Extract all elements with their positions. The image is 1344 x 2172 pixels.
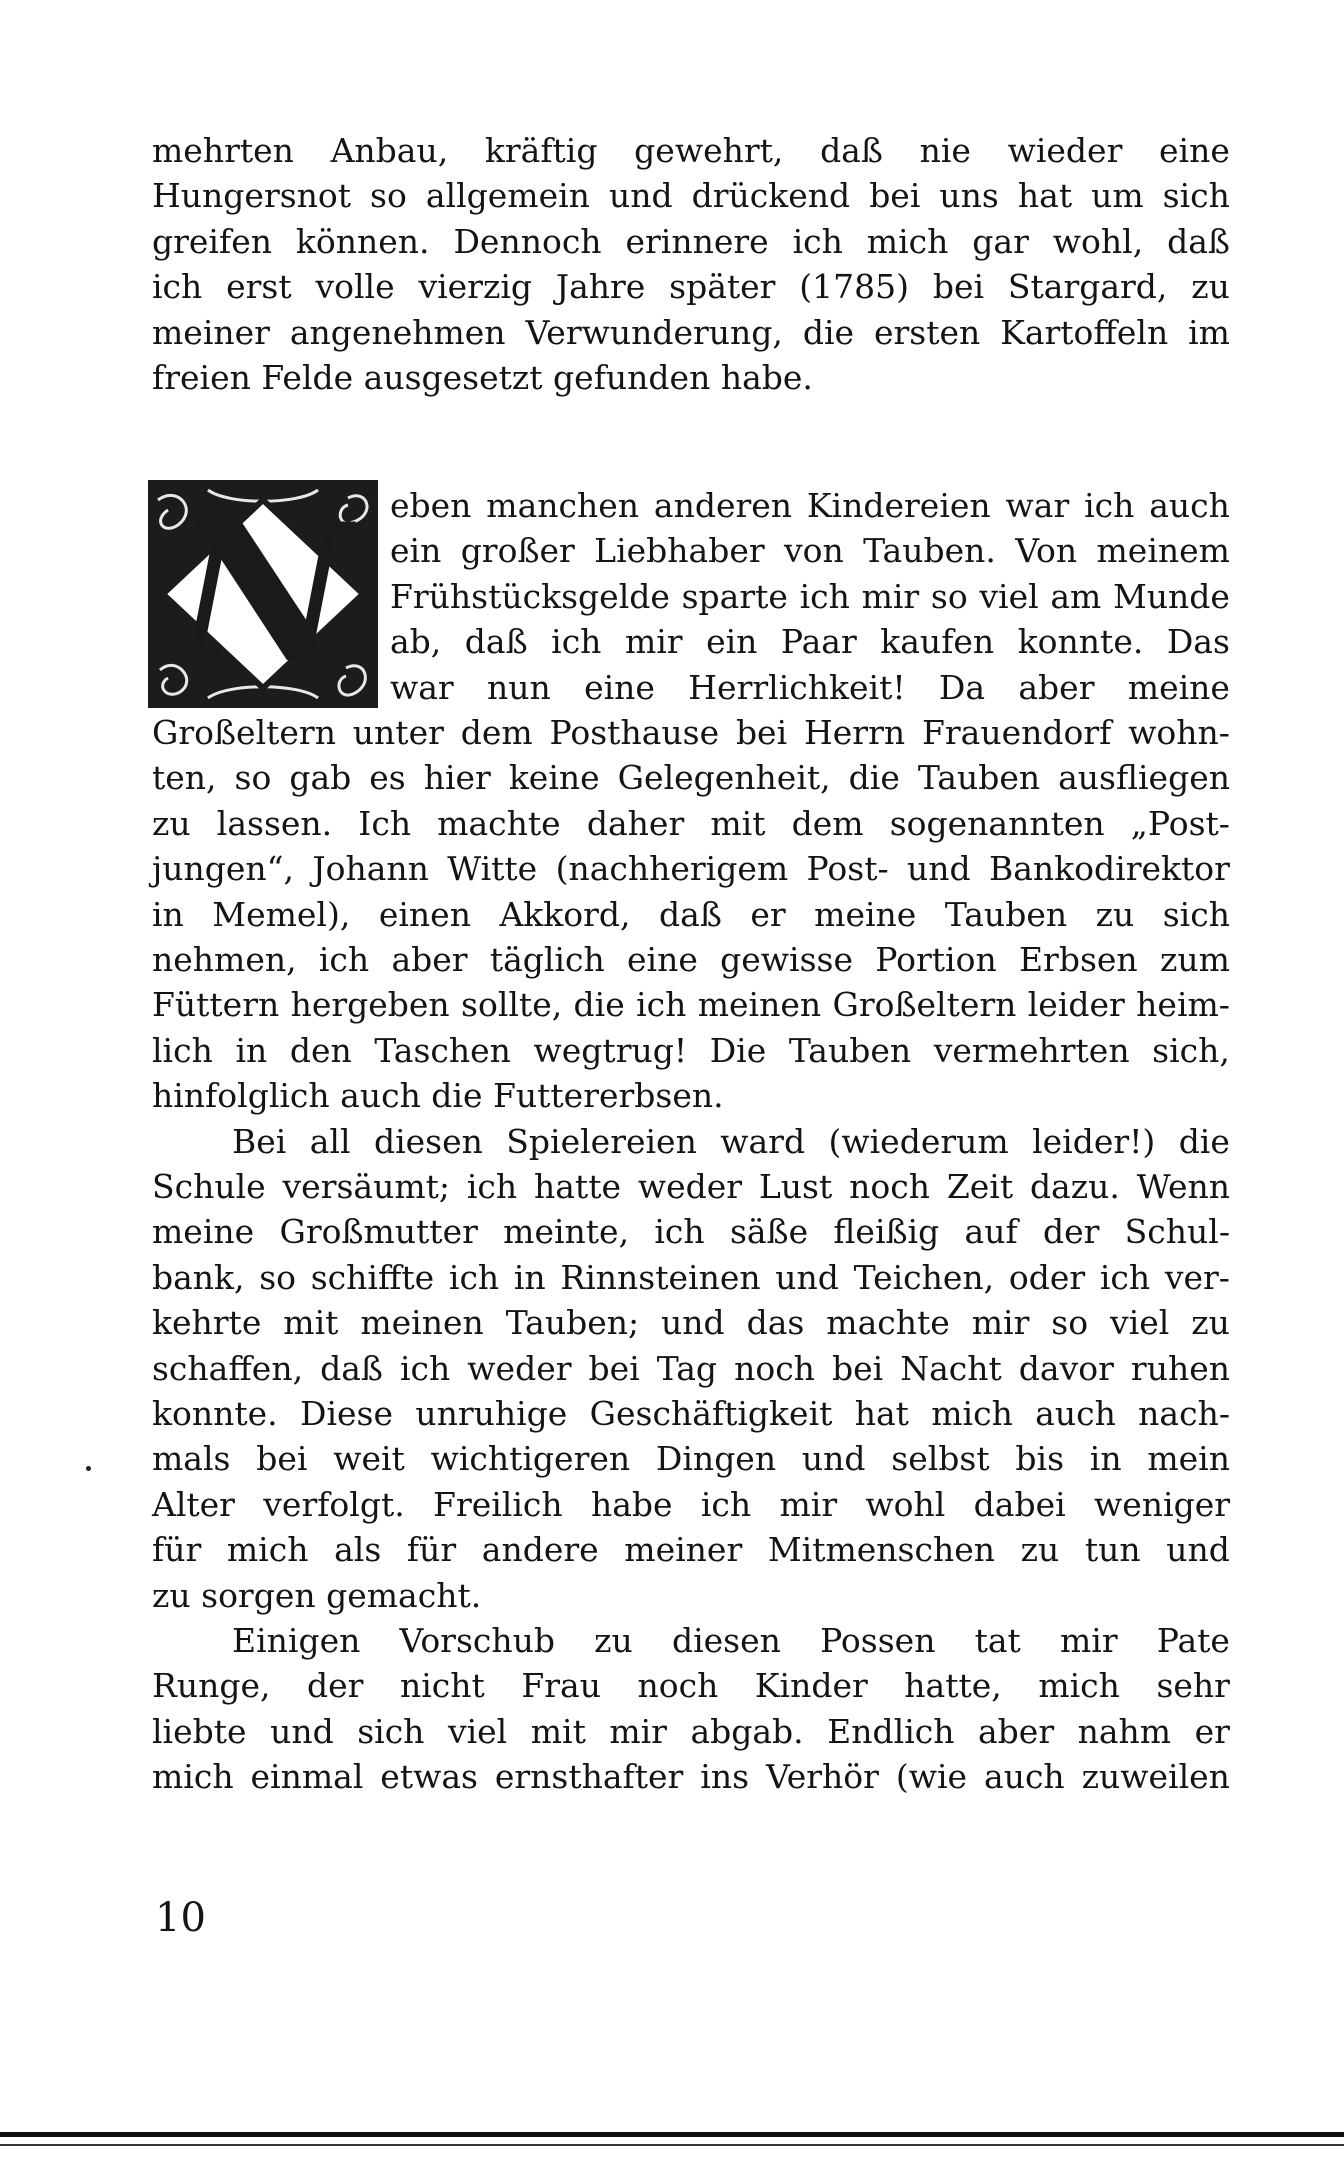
text-line: jungen“, Johann Witte (nachherigem Post- und Bankodirektor <box>152 849 1230 889</box>
bottom-rule <box>0 2132 1344 2137</box>
text-line: bank, so schiffte ich in Rinnsteinen und Teichen, oder ich ver- <box>152 1257 1230 1297</box>
text-line: mehrten Anbau, kräftig gewehrt, daß nie wieder eine <box>152 131 1230 170</box>
text-line: eben manchen anderen Kindereien war ich auch <box>390 486 1230 525</box>
text-line: war nun eine Herrlichkeit! Da aber meine <box>390 667 1230 707</box>
text-line: zu sorgen gemacht. <box>152 1575 482 1615</box>
text-line: schaffen, daß ich weder bei Tag noch bei Nacht davor ruhen <box>152 1348 1230 1388</box>
text-line: Hungersnot so allgemein und drückend bei uns hat um sich <box>152 176 1230 216</box>
text-line: meiner angenehmen Verwunderung, die ersten Kartoffeln im <box>152 312 1230 352</box>
text-line: ein großer Liebhaber von Tauben. Von meinem <box>390 531 1230 571</box>
text-line: Frühstücksgelde sparte ich mir so viel am Munde <box>390 576 1230 616</box>
text-line: greifen können. Dennoch erinnere ich mich gar wohl, daß <box>152 221 1230 261</box>
text-line: freien Felde ausgesetzt gefunden habe. <box>152 358 813 397</box>
text-line: in Memel), einen Akkord, daß er meine Tauben zu sich <box>152 894 1230 934</box>
page-number: 10 <box>155 1895 206 1941</box>
text-line: nehmen, ich aber täglich eine gewisse Portion Erbsen zum <box>152 940 1230 979</box>
initial-letter: N <box>176 482 350 705</box>
text-line: zu lassen. Ich machte daher mit dem sogenannten „Post- <box>152 803 1230 843</box>
text-line: liebte und sich viel mit mir abgab. Endlich aber nahm er <box>152 1711 1230 1751</box>
text-line: Einigen Vorschub zu diesen Possen tat mir Pate <box>232 1621 1230 1660</box>
text-line: mich einmal etwas ernsthafter ins Verhör (wie auch zuweilen <box>152 1757 1230 1797</box>
text-line: Schule versäumt; ich hatte weder Lust noch Zeit dazu. Wenn <box>152 1167 1230 1206</box>
text-line: meine Großmutter meinte, ich säße fleißig auf der Schul- <box>152 1212 1230 1252</box>
text-line: mals bei weit wichtigeren Dingen und selbst bis in mein <box>152 1439 1230 1479</box>
text-line: ten, so gab es hier keine Gelegenheit, die Tauben ausfliegen <box>152 758 1230 798</box>
decorated-initial <box>148 480 378 708</box>
text-line: hinfolglich auch die Futtererbsen. <box>152 1076 724 1116</box>
text-line: ab, daß ich mir ein Paar kaufen konnte. Das <box>390 622 1230 662</box>
text-line: Füttern hergeben sollte, die ich meinen Großeltern leider heim- <box>152 985 1230 1025</box>
bottom-rule-thin <box>0 2144 1344 2146</box>
text-line: kehrte mit meinen Tauben; und das machte mir so viel zu <box>152 1303 1230 1343</box>
text-line: Bei all diesen Spielereien ward (wiederum leider!) die <box>232 1121 1230 1161</box>
text-line: lich in den Taschen wegtrug! Die Tauben vermehrten sich, <box>152 1030 1230 1070</box>
text-line: Runge, der nicht Frau noch Kinder hatte, mich sehr <box>152 1666 1230 1706</box>
text-line: für mich als für andere meiner Mitmenschen zu tun und <box>152 1530 1230 1570</box>
text-line: ich erst volle vierzig Jahre später (1785) bei Stargard, zu <box>152 267 1230 307</box>
speck <box>86 1466 91 1471</box>
text-line: Alter verfolgt. Freilich habe ich mir wohl dabei weniger <box>152 1484 1230 1524</box>
text-line: konnte. Diese unruhige Geschäftigkeit hat mich auch nach- <box>152 1394 1230 1433</box>
text-line: Großeltern unter dem Posthause bei Herrn Frauendorf wohn- <box>152 713 1230 752</box>
